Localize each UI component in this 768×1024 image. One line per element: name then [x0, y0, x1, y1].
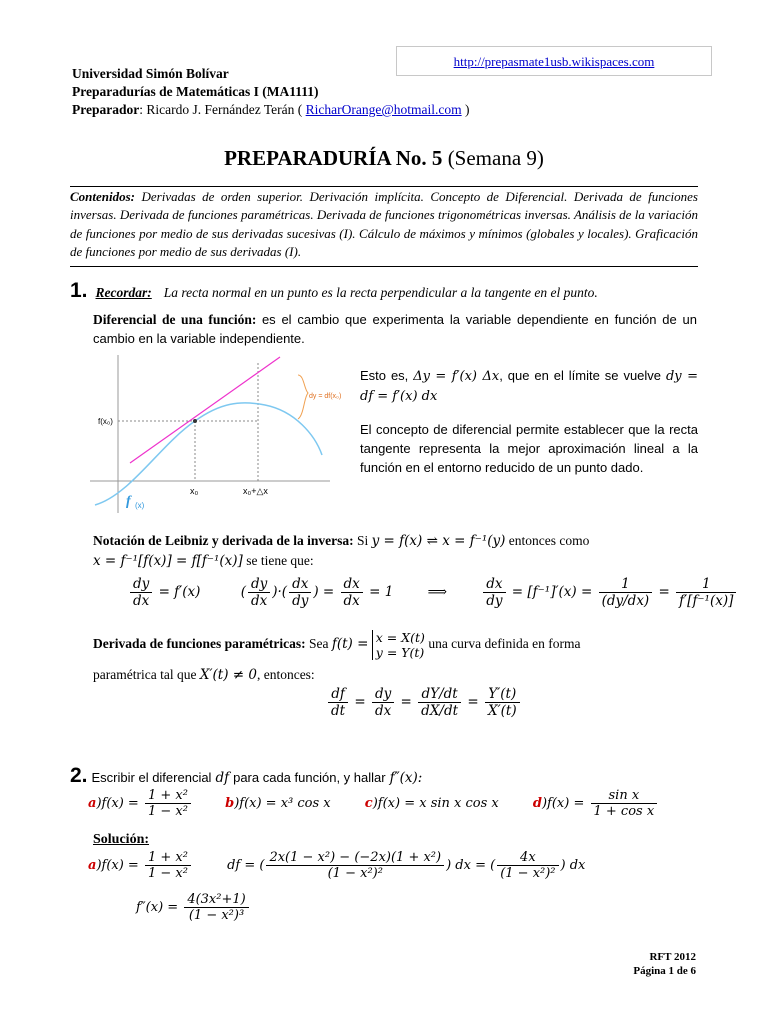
param-text1: una curva definida en forma: [428, 636, 581, 652]
param-ft: f(t) =: [331, 636, 369, 653]
param-text2: paramétrica tal que: [93, 667, 197, 682]
concept-text: El concepto de diferencial permite establecer que la recta tangente representa la mejor aproximación lineal a la función en el entorno reducido de un punto dado.: [360, 422, 698, 475]
solution-label: Solución:: [93, 832, 150, 847]
section2-intro: Escribir el diferencial: [91, 770, 212, 785]
item-b-expr: f(x) = x³ cos x: [239, 796, 331, 811]
param-cond: X′(t) ≠ 0: [199, 667, 257, 683]
function-curve: [95, 403, 322, 505]
section2-intro2: para cada función, y hallar: [233, 770, 386, 785]
differential-text: es el cambio que experimenta la variable dependiente en función de un cambio en la variable independiente.: [93, 312, 697, 346]
param-entonces: , entonces:: [256, 667, 315, 682]
section2-items: a)f(x) = $\frac{\text{1 + x²}}{\text{1 − x²}}$ b)f(x) = x³ cos x c)f(x) = x sin x cos x d)f(x) = $\frac{\text{sin x}}{\text{1 + cos x}}$: [88, 788, 708, 819]
university-name: Universidad Simón Bolívar: [72, 66, 229, 81]
recordar-label: Recordar:: [95, 285, 152, 300]
item-c-expr: f(x) = x sin x cos x: [377, 796, 499, 811]
f-sub-label: (x): [135, 501, 145, 510]
differential-title: Diferencial de una función:: [93, 312, 257, 327]
footer-page-total: 6: [690, 965, 696, 977]
leibniz-tiene: se tiene que:: [246, 553, 314, 568]
eq-delta: Δy = f′(x) Δx: [413, 369, 500, 384]
item-a-expr: f(x) =: [101, 796, 139, 811]
x0-label: x₀: [190, 486, 199, 496]
leibniz-title: Notación de Leibniz y derivada de la inversa:: [93, 533, 354, 548]
contents-box: [70, 186, 698, 267]
leibniz-si: Si: [357, 533, 369, 548]
leibniz-eq: x = f⁻¹[f(x)] = f[f⁻¹(x)]: [93, 553, 243, 569]
title-week: (Semana 9): [447, 146, 544, 170]
item-b-label: b: [225, 796, 235, 811]
title-main: PREPARADURÍA No. 5: [224, 146, 443, 170]
tangent-point: [193, 419, 197, 423]
section2-number: 2.: [70, 764, 88, 787]
section1-number: 1.: [70, 279, 88, 302]
contents-label: Contenidos:: [70, 189, 136, 204]
solution-a: a)f(x) = $\frac{\text{1 + x²}}{\text{1 − x²}}$ df = ( $\frac{\text{2x(1 − x²) − (−2x)(1 + x²)}}{\text{(1 − x²)²}}$ ) dx = ( $\frac{4x}{\text{(1 − x²)²}}$ ) dx: [88, 850, 586, 881]
section2-df: df: [215, 770, 230, 786]
leibniz-cond: y = f(x) ⇌ x = f⁻¹(y): [371, 533, 506, 549]
footer-credit: RFT 2012: [649, 951, 696, 963]
page-footer: [633, 950, 696, 978]
param-system: [372, 630, 425, 660]
esto-es: Esto es,: [360, 368, 409, 383]
item-d-expr: f(x) =: [547, 796, 585, 811]
section2-header: [70, 764, 700, 788]
x0dx-label: x₀+△x: [243, 486, 268, 496]
leibniz-entonces: entonces como: [508, 533, 590, 548]
section1-recordar: [70, 279, 700, 303]
page-title: [0, 146, 768, 171]
preparer-close: ): [465, 102, 470, 117]
eq-dy: dy = df = f′(x) dx: [360, 369, 698, 404]
item-a-label: a: [88, 796, 97, 811]
course-name: Preparadurías de Matemáticas I (MA1111): [72, 84, 319, 99]
differential-definition: [93, 310, 697, 348]
parametric-block: [93, 630, 697, 660]
footer-page: [633, 964, 696, 978]
dy-label: dy = df(x₀): [309, 393, 342, 400]
footer-page-number: 1: [668, 965, 674, 977]
param-sea: Sea: [308, 636, 329, 652]
param-x: x = X(t): [375, 630, 425, 645]
url-box: [396, 46, 712, 76]
param-line2: [93, 665, 697, 685]
leibniz-formulas: $\frac{dy}{dx}$ = f′(x) ( $\frac{dy}{dx}$ )·( $\frac{dx}{dy}$ ) = $\frac{dx}{dx}$ = 1 ⟹ $\frac{dx}{dy}$ = [f⁻¹]′(x) = $\frac{1}{(dy/dx)}$ = $\frac{1}{\text{f′[f⁻¹(x)]}}$: [128, 576, 688, 609]
wiki-link[interactable]: http://prepasmate1usb.wikispaces.com: [453, 54, 655, 69]
item-c-label: c: [364, 796, 373, 811]
dy-brace: [298, 375, 308, 419]
preparer-label: Preparador: [72, 102, 140, 117]
solution-a-fpp: f″(x) = $\frac{\text{4(3x²+1)}}{\text{(1 − x²)³}}$: [136, 892, 251, 923]
fx0-label: f(x₀): [98, 417, 113, 426]
preparer-line: [72, 102, 470, 118]
differential-eq-text: [360, 366, 698, 406]
param-formula: $\frac{df}{dt}$ = $\frac{dy}{dx}$ = $\frac{dY/dt}{dX/dt}$ = $\frac{Y'(t)}{X'(t)}$: [326, 686, 522, 719]
email-link[interactable]: RicharOrange@hotmail.com: [305, 102, 462, 117]
section2-fpp: f″(x):: [389, 770, 423, 786]
preparer-name: : Ricardo J. Fernández Terán (: [139, 102, 303, 117]
param-y: y = Y(t): [375, 645, 425, 660]
param-title: Derivada de funciones paramétricas:: [93, 636, 306, 652]
footer-de: de: [676, 965, 688, 977]
item-d-label: d: [532, 796, 542, 811]
footer-page-prefix: Página: [633, 965, 666, 977]
contents-text: Derivadas de orden superior. Derivación implícita. Concepto de Diferencial. Derivada de funciones inversas. Derivada de funciones paramétricas. Derivada de funciones trigonométricas inversas. Análisis de la variación de funciones por medio de sus derivadas sucesivas (I). Cálculo de máximos y mínimos (globales y locales). Graficación de funciones por medio de sus derivadas (I).: [70, 189, 698, 259]
leibniz-line: [93, 531, 697, 571]
recordar-text: La recta normal en un punto es la recta perpendicular a la tangente en el punto.: [163, 285, 598, 300]
differential-graph: [90, 355, 342, 513]
f-label: f: [126, 494, 131, 509]
limit-text: , que en el límite se vuelve: [499, 368, 662, 383]
